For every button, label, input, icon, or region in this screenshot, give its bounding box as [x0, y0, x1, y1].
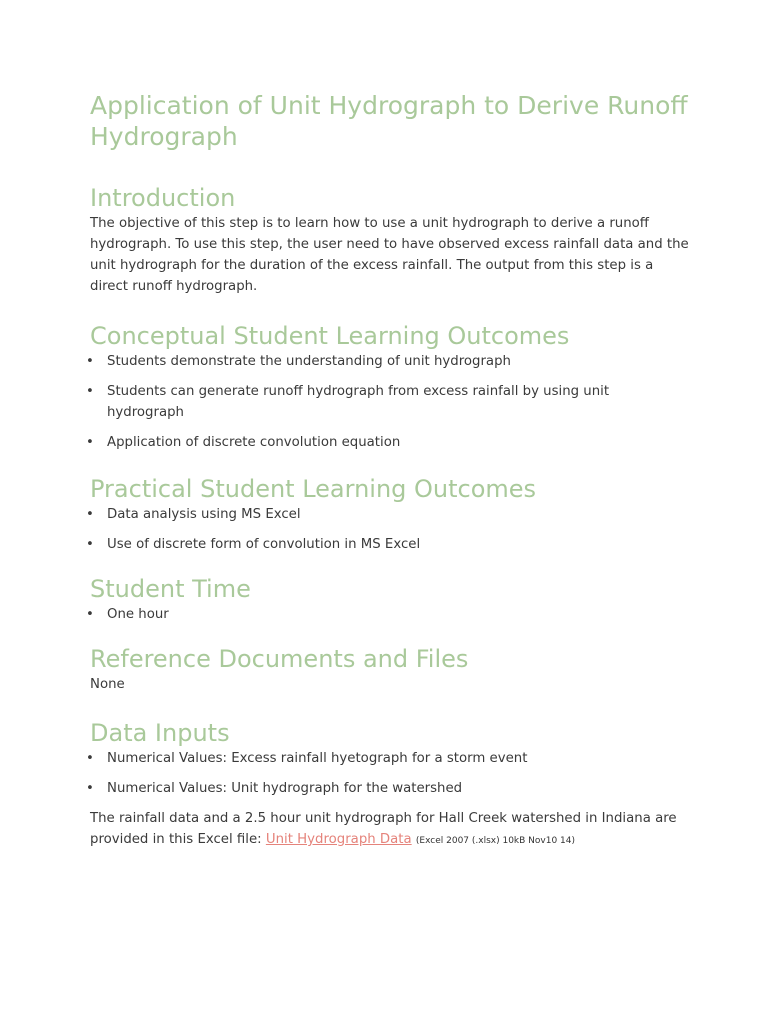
reference-documents-heading: Reference Documents and Files — [90, 645, 469, 673]
introduction-heading: Introduction — [90, 184, 236, 212]
introduction-text: The objective of this step is to learn how to use a unit hydrograph to derive a runoff hydrograph. To use this step, the user need to have observed excess rainfall data and the unit hydrograph for the duration of the excess rainfall. The output from this step is a direct runoff hydrograph. — [90, 216, 689, 294]
student-time-heading: Student Time — [90, 575, 251, 603]
data-inputs-description: The rainfall data and a 2.5 hour unit hydrograph for Hall Creek watershed in Indiana are provided in this Excel file: — [90, 811, 677, 847]
data-inputs-text — [90, 808, 690, 852]
practical-outcomes-heading: Practical Student Learning Outcomes — [90, 475, 537, 503]
list-item: • Numerical Values: Excess rainfall hyetograph for a storm event — [90, 748, 690, 769]
list-item: • Students demonstrate the understanding of unit hydrograph — [90, 351, 690, 372]
list-item: • Numerical Values: Unit hydrograph for the watershed — [90, 778, 690, 799]
unit-hydrograph-data-link[interactable]: Unit Hydrograph Data — [265, 832, 412, 847]
list-item: • Students can generate runoff hydrograph from excess rainfall by using unit hydrograph — [90, 381, 690, 423]
page-title: Application of Unit Hydrograph to Derive Runoff Hydrograph — [90, 91, 688, 151]
list-item: • Application of discrete convolution equation — [90, 432, 690, 453]
practical-outcomes-list — [90, 504, 690, 555]
conceptual-outcomes-list — [90, 351, 690, 453]
document-content — [90, 90, 690, 852]
data-inputs-heading: Data Inputs — [90, 719, 230, 747]
file-meta: (Excel 2007 (.xlsx) 10kB Nov10 14) — [415, 836, 576, 846]
list-item: • One hour — [90, 604, 690, 625]
data-inputs-list — [90, 748, 690, 799]
reference-documents-text: None — [90, 677, 125, 692]
list-item: • Use of discrete form of convolution in MS Excel — [90, 534, 690, 555]
list-item: • Data analysis using MS Excel — [90, 504, 690, 525]
conceptual-outcomes-heading: Conceptual Student Learning Outcomes — [90, 322, 570, 350]
student-time-list — [90, 604, 690, 625]
